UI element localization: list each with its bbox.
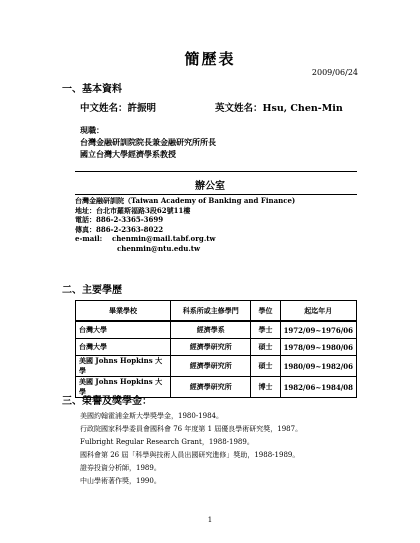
major-cell: 經濟學研究所 (170, 377, 251, 398)
office-fax: 傳真：886-2-2363-8022 (75, 224, 164, 234)
current-positions (80, 124, 216, 160)
school-cell: 美國 Johns Hopkins 大學 (76, 356, 171, 377)
page-title: 簡歷表 (184, 50, 236, 68)
column-header: 畢業學校 (76, 301, 171, 322)
period-cell: 1982/06~1984/08 (280, 377, 356, 398)
office-top-rule (75, 171, 357, 172)
office-org: 台灣金融研訓院（Taiwan Academy of Banking and Finance) (75, 196, 296, 205)
office-contact-block (75, 196, 357, 253)
column-header: 科系所或主修學門 (170, 301, 251, 322)
period-cell: 1972/09~1976/06 (280, 321, 356, 339)
degree-cell: 學士 (251, 321, 280, 339)
office-divider (75, 194, 357, 195)
degree-cell: 碩士 (251, 339, 280, 356)
award-item: 行政院國家科學委員會國科會 76 年度第 1 屆優良學術研究獎，1987。 (80, 425, 303, 433)
table-row (76, 339, 357, 356)
education-table (75, 300, 357, 398)
degree-cell: 碩士 (251, 356, 280, 377)
table-row (76, 321, 357, 339)
award-item: 國科會第 26 屆「科學與技術人員出國研究進修」獎助，1988-1989。 (80, 451, 300, 459)
school-cell: 台灣大學 (76, 339, 171, 356)
major-cell: 經濟學系 (170, 321, 251, 339)
table-header-row (76, 301, 357, 322)
document-date: 2009/06/24 (311, 68, 358, 77)
positions-label: 現職： (80, 125, 104, 135)
english-name: 英文姓名：Hsu, Chen-Min (215, 103, 343, 114)
position-item: 台灣金融研訓院院長兼金融研究所所長 (80, 137, 216, 147)
section-awards-heading: 三、榮譽及獎學金： (62, 396, 152, 407)
section-basic-info-heading: 一、基本資料 (62, 84, 122, 95)
table-row (76, 356, 357, 377)
office-address: 地址：台北市羅斯福路3段62號11樓 (75, 205, 191, 215)
position-item: 國立台灣大學經濟學系教授 (80, 149, 176, 159)
office-email: e-mail: chenmin@mail.tabf.org.tw (75, 234, 216, 243)
major-cell: 經濟學研究所 (170, 356, 251, 377)
chinese-name: 中文姓名：許振明 (80, 103, 157, 114)
office-email-secondary: chenmin@ntu.edu.tw (117, 243, 201, 253)
award-item: 美國約翰霍浦金斯大學獎學金，1980-1984。 (80, 412, 223, 420)
major-cell: 經濟學研究所 (170, 339, 251, 356)
column-header: 學位 (251, 301, 280, 322)
school-cell: 美國 Johns Hopkins 大學 (76, 377, 171, 398)
office-phone: 電話：886-2-3365-3699 (75, 215, 164, 224)
award-item: 中山學術著作獎，1990。 (80, 477, 161, 485)
award-item: Fulbright Regular Research Grant，1988-1989。 (80, 438, 254, 446)
award-item: 證券投資分析師，1989。 (80, 464, 161, 472)
awards-list (80, 410, 302, 488)
section-education-heading: 二、主要學歷 (62, 285, 122, 296)
page-number: 1 (207, 516, 213, 524)
name-line (80, 100, 360, 114)
period-cell: 1978/09~1980/06 (280, 339, 356, 356)
office-heading: 辦公室 (195, 181, 225, 192)
degree-cell: 博士 (251, 377, 280, 398)
period-cell: 1980/09~1982/06 (280, 356, 356, 377)
school-cell: 台灣大學 (76, 321, 171, 339)
column-header: 起迄年月 (280, 301, 356, 322)
